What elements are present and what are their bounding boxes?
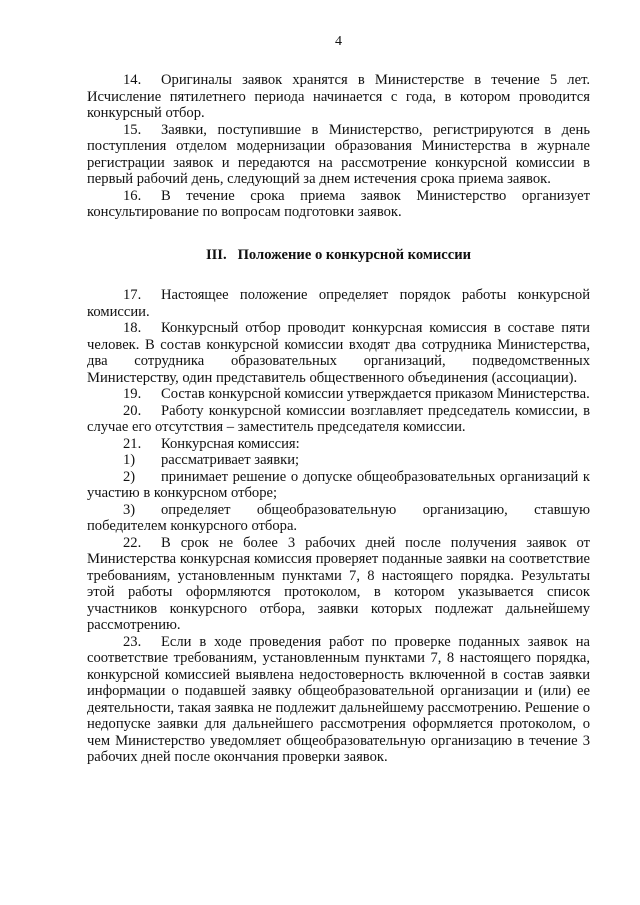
paragraph-text: В срок не более 3 рабочих дней после получения заявок от Министерства конкурсная комиссия проверяет поданные заявки на соответствие требованиям, установленным пунктами 7, 8 настоящего порядка. Результаты этой работы оформляются протоколом, в котором указывается список участников конкурсного отбора, заявки которых подлежат дальнейшему рассмотрению.: [87, 534, 590, 633]
paragraph-16: [87, 188, 590, 221]
paragraph-17: [87, 287, 590, 320]
paragraph-20: [87, 403, 590, 436]
paragraph-number: 21.: [123, 435, 142, 452]
paragraph-text: Работу конкурсной комиссии возглавляет председатель комиссии, в случае его отсутствия – заместитель председателя комиссии.: [87, 402, 590, 435]
list-item-number: 3): [123, 501, 136, 518]
paragraph-14: [87, 72, 590, 122]
paragraph-22: [87, 535, 590, 634]
list-item-1: [87, 452, 590, 469]
paragraph-number: 14.: [123, 72, 142, 88]
paragraph-18: [87, 320, 590, 386]
paragraph-text: Заявки, поступившие в Министерство, регистрируются в день поступления отделом модернизации образования Министерства в журнале регистрации заявок и передаются на рассмотрение конкурсной комиссии в первый рабочий день, следующий за днем истечения срока приема заявок.: [87, 121, 590, 187]
paragraphs-before: [87, 72, 590, 221]
list-item-2: [87, 469, 590, 502]
paragraph-15: [87, 122, 590, 188]
page-number: 4: [335, 34, 342, 49]
paragraph-number: 19.: [123, 386, 142, 402]
list-item-text: рассматривает заявки;: [161, 452, 300, 468]
paragraph-text: В течение срока приема заявок Министерство организует консультирование по вопросам подготовки заявок.: [87, 187, 590, 220]
section-heading: III. Положение о конкурсной комиссии: [205, 246, 472, 263]
paragraph-number: 16.: [123, 187, 142, 204]
paragraph-19: [87, 386, 590, 403]
list-item-number: 1): [123, 452, 136, 468]
paragraph-23: [87, 634, 590, 766]
paragraph-text: Состав конкурсной комиссии утверждается приказом Министерства.: [161, 386, 590, 402]
paragraph-number: 20.: [123, 402, 142, 419]
paragraphs-after: [87, 287, 590, 766]
list-item-text: определяет общеобразовательную организацию, ставшую победителем конкурсного отбора.: [87, 501, 590, 534]
paragraph-number: 22.: [123, 534, 142, 551]
paragraph-number: 15.: [123, 121, 142, 138]
list-item-text: принимает решение о допуске общеобразовательных организаций к участию в конкурсном отборе;: [87, 468, 590, 501]
paragraph-number: 18.: [123, 320, 142, 336]
paragraph-text: Оригиналы заявок хранятся в Министерстве в течение 5 лет. Исчисление пятилетнего периода начинается с года, в котором проводится конкурсный отбор.: [87, 72, 590, 121]
list-item-number: 2): [123, 468, 136, 485]
list-item-3: [87, 502, 590, 535]
paragraph-21: [87, 436, 590, 453]
paragraph-text: Конкурсная комиссия:: [161, 435, 300, 452]
paragraph-number: 17.: [123, 287, 142, 303]
paragraph-text: Настоящее положение определяет порядок работы конкурсной комиссии.: [87, 287, 590, 320]
paragraph-number: 23.: [123, 633, 142, 650]
paragraph-text: Если в ходе проведения работ по проверке поданных заявок на соответствие требованиям, установленным пунктами 7, 8 настоящего порядка, конкурсной комиссией выявлена недостоверность включенной в состав заявки информации о подавшей заявку общеобразовательной организации и (или) ее деятельности, такая заявка не подлежит дальнейшему рассмотрению. Решение о недопуске заявки для дальнейшего рассмотрения оформляется протоколом, о чем Министерство уведомляет общеобразовательную организацию в течение 3 рабочих дней после окончания проверки заявок.: [87, 633, 590, 765]
paragraph-text: Конкурсный отбор проводит конкурсная комиссия в составе пяти человек. В состав конкурсной комиссии входят два сотрудника Министерства, два сотрудника образовательных организаций, подведомственных Министерству, один представитель общественного объединения (ассоциации).: [87, 320, 590, 386]
